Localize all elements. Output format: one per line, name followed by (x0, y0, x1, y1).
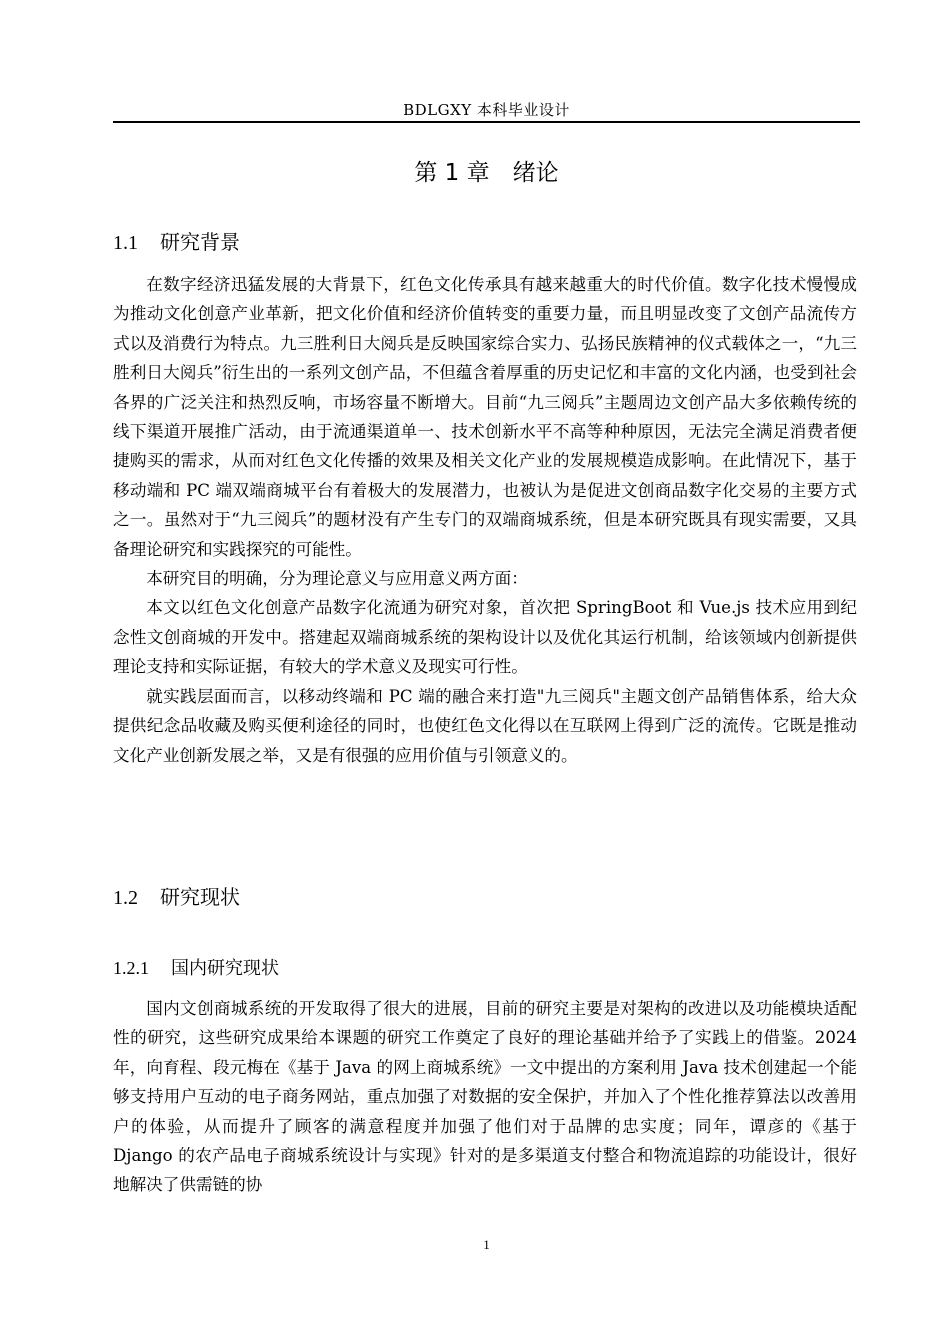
section-number: 1.1 (113, 232, 138, 254)
paragraph: 在数字经济迅猛发展的大背景下，红色文化传承具有越来越重大的时代价值。数字化技术慢慢成为推动文化创意产业革新，把文化价值和经济价值转变的重要力量，而且明显改变了文创产品流传方式以及消费行为特点。九三胜利日大阅兵是反映国家综合实力、弘扬民族精神的仪式载体之一，“九三胜利日大阅兵”衍生出的一系列文创产品，不但蕴含着厚重的历史记忆和丰富的文化内涵，也受到社会各界的广泛关注和热烈反响，市场容量不断增大。目前“九三阅兵”主题周边文创产品大多依赖传统的线下渠道开展推广活动，由于流通渠道单一、技术创新水平不高等种种原因，无法完全满足消费者便捷购买的需求，从而对红色文化传播的效果及相关文化产业的发展规模造成影响。在此情况下，基于移动端和 PC 端双端商城平台有着极大的发展潜力，也被认为是促进文创商品数字化交易的主要方式之一。虽然对于“九三阅兵”的题材没有产生专门的双端商城系统，但是本研究既具有现实需要，又具备理论研究和实践探究的可能性。 (113, 275, 857, 559)
section-body-1-1 (113, 270, 857, 770)
page-number: 1 (483, 1237, 490, 1252)
paragraph: 就实践层面而言，以移动终端和 PC 端的融合来打造"九三阅兵"主题文创产品销售体系，给大众提供纪念品收藏及购买便利途径的同时，也使红色文化得以在互联网上得到广泛的流传。它既是推动文化产业创新发展之举，又是有很强的应用价值与引领意义的。 (113, 686, 857, 765)
subsection-title: 国内研究现状 (171, 958, 279, 979)
subsection-body-1-2-1 (113, 994, 857, 1200)
section-title: 研究背景 (160, 230, 240, 254)
running-header: BDLGXY 本科毕业设计 (403, 101, 570, 119)
paragraph: 本研究目的明确，分为理论意义与应用意义两方面： (146, 569, 528, 589)
paragraph: 本文以红色文化创意产品数字化流通为研究对象，首次把 SpringBoot 和 Vue.js 技术应用到纪念性文创商城的开发中。搭建起双端商城系统的架构设计以及优化其运行机制，给该领域内创新提供理论支持和实际证据，有较大的学术意义及现实可行性。 (113, 598, 857, 677)
section-number: 1.2 (113, 887, 138, 909)
section-heading-1-2 (113, 883, 240, 912)
section-title: 研究现状 (160, 885, 240, 909)
subsection-number: 1.2.1 (113, 958, 149, 978)
subsection-heading-1-2-1 (113, 955, 279, 982)
header-rule (113, 121, 860, 123)
chapter-title: 第 1 章 绪论 (414, 160, 559, 186)
paragraph: 国内文创商城系统的开发取得了很大的进展，目前的研究主要是对架构的改进以及功能模块适配性的研究，这些研究成果给本课题的研究工作奠定了良好的理论基础并给予了实践上的借鉴。2024 年，向育程、段元梅在《基于 Java 的网上商城系统》一文中提出的方案利用 Java 技术创建起一个能够支持用户互动的电子商务网站，重点加强了对数据的安全保护，并加入了个性化推荐算法以改善用户的体验，从而提升了顾客的满意程度并加强了他们对于品牌的忠实度；同年，谭彦的《基于 Django 的农产品电子商城系统设计与实现》针对的是多渠道支付整合和物流追踪的功能设计，很好地解决了供需链的协 (113, 999, 857, 1195)
section-heading-1-1 (113, 228, 240, 257)
